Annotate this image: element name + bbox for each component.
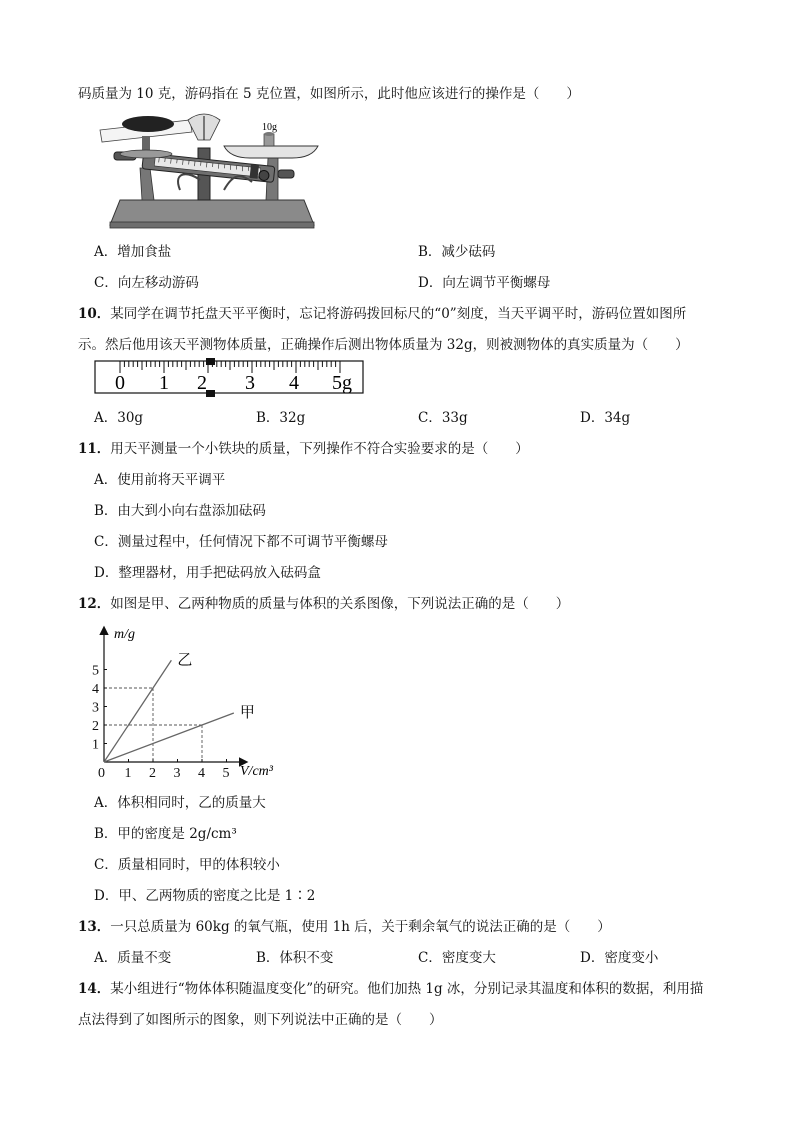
x-tick-label: 5 xyxy=(222,766,230,780)
y-tick-label: 3 xyxy=(92,700,99,716)
q11-line: 11．用天平测量一个小铁块的质量，下列操作不符合实验要求的是（ ） xyxy=(78,441,529,457)
mass-volume-chart xyxy=(86,620,296,780)
q12-option-b[interactable]: B．甲的密度是 2g/cm³ xyxy=(94,826,237,842)
q9-option-d[interactable]: D．向左调节平衡螺母 xyxy=(418,275,551,291)
ruler-figure xyxy=(94,358,366,398)
series-line-1 xyxy=(104,713,234,762)
x-tick-label: 4 xyxy=(198,766,205,780)
q13-option-d[interactable]: D．密度变小 xyxy=(580,950,659,966)
y-tick-label: 5 xyxy=(92,663,99,679)
ruler-label-4: 4 xyxy=(289,372,299,394)
q14-line2: 点法得到了如图所示的图象，则下列说法中正确的是（ ） xyxy=(78,1012,443,1028)
x-tick-label: 0 xyxy=(98,766,105,780)
y-axis-label: m/g xyxy=(114,627,135,642)
q12-option-c[interactable]: C．质量相同时，甲的体积较小 xyxy=(94,857,280,873)
y-tick-label: 2 xyxy=(92,719,99,734)
ruler-label-0: 0 xyxy=(115,372,125,394)
q10-line1: 10．某同学在调节托盘天平平衡时，忘记将游码拨回标尺的“0”刻度，当天平调平时，游码位置如图所 xyxy=(78,306,687,322)
q13-option-a[interactable]: A．质量不变 xyxy=(94,950,172,966)
x-tick-label: 2 xyxy=(149,766,156,780)
q11-option-a[interactable]: A．使用前将天平调平 xyxy=(94,472,226,488)
q11-number: 11． xyxy=(78,441,111,457)
y-tick-label: 1 xyxy=(92,737,99,753)
q11-option-c[interactable]: C．测量过程中，任何情况下都不可调节平衡螺母 xyxy=(94,534,388,550)
q12-line: 12．如图是甲、乙两种物质的质量与体积的关系图像，下列说法正确的是（ ） xyxy=(78,596,570,612)
q14-number: 14． xyxy=(78,981,111,997)
x-tick-label: 1 xyxy=(124,766,132,780)
q10-number: 10． xyxy=(78,306,111,322)
q9-option-c[interactable]: C．向左移动游码 xyxy=(94,275,199,291)
q10-option-c[interactable]: C．33g xyxy=(418,410,468,426)
q10-option-a[interactable]: A．30g xyxy=(94,410,144,426)
ruler-label-5: 5g xyxy=(332,372,352,394)
q13-option-b[interactable]: B．体积不变 xyxy=(256,950,334,966)
q12-option-a[interactable]: A．体积相同时，乙的质量大 xyxy=(94,795,266,811)
ruler-label-1: 1 xyxy=(159,372,169,394)
x-axis-label: V/cm³ xyxy=(240,764,273,779)
q9-option-a[interactable]: A．增加食盐 xyxy=(94,244,172,260)
balance-figure xyxy=(92,110,332,232)
q10-option-d[interactable]: D．34g xyxy=(580,410,631,426)
q13-line: 13．一只总质量为 60kg 的氧气瓶，使用 1h 后，关于剩余氧气的说法正确的是（ ） xyxy=(78,919,611,935)
q9-text: 码质量为 10 克，游码指在 5 克位置，如图所示，此时他应该进行的操作是（ ） xyxy=(78,86,580,102)
ruler-label-2: 2 xyxy=(197,372,207,394)
q12-number: 12． xyxy=(78,596,111,612)
series-label-1: 甲 xyxy=(239,704,255,721)
q10-option-b[interactable]: B．32g xyxy=(256,410,306,426)
x-tick-label: 3 xyxy=(173,766,181,780)
q11-option-d[interactable]: D．整理器材，用手把砝码放入砝码盒 xyxy=(94,565,321,581)
q11-option-b[interactable]: B．由大到小向右盘添加砝码 xyxy=(94,503,266,519)
q13-option-c[interactable]: C．密度变大 xyxy=(418,950,496,966)
q13-number: 13． xyxy=(78,919,111,935)
ruler-label-3: 3 xyxy=(245,372,255,394)
q14-line1: 14．某小组进行“物体体积随温度变化”的研究。他们加热 1g 冰，分别记录其温度和体积的数据，利用描 xyxy=(78,981,704,997)
q10-line2: 示。然后他用该天平测物体质量，正确操作后测出物体质量为 32g，则被测物体的真实质量为（ ） xyxy=(78,337,689,353)
series-line-0 xyxy=(104,660,171,762)
series-label-0: 乙 xyxy=(177,652,193,669)
q9-option-b[interactable]: B．减少砝码 xyxy=(418,244,496,260)
y-tick-label: 4 xyxy=(92,682,99,697)
weight-label: 10g xyxy=(262,122,277,133)
q12-option-d[interactable]: D．甲、乙两物质的密度之比是 1∶2 xyxy=(94,888,316,904)
